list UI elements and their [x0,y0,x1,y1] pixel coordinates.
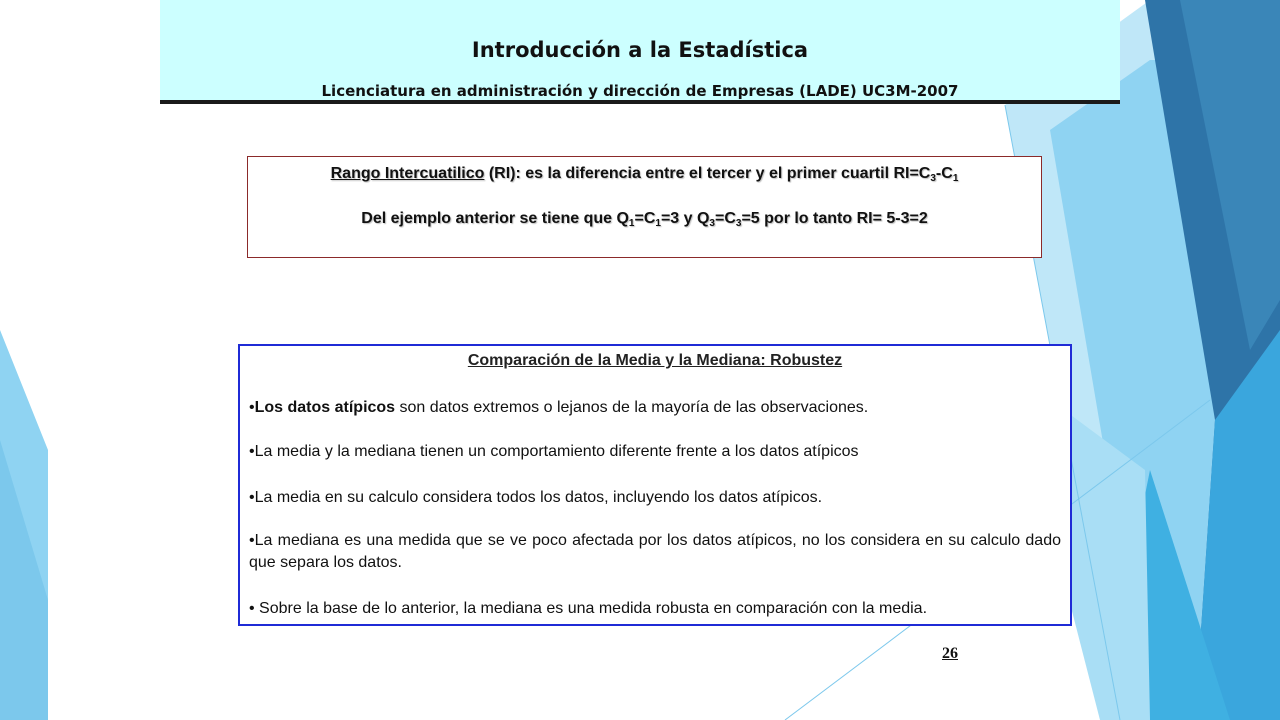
interquartile-range-box [247,156,1042,258]
ri-example: Del ejemplo anterior se tiene que $Q_1=C_1=3$ y $Q_3=C_3=5$ por lo tanto RI= 5-3=2 [361,210,928,229]
slide-subtitle: Licenciatura en administración y dirección de Empresas (LADE) UC3M-2007 [321,82,959,100]
robustness-title: Comparación de la Media y la Mediana: Robustez [467,352,843,369]
paragraph-median: •La mediana es una medida que se ve poco afectada por los datos atípicos, no los considera en su calculo dado que separa los datos. [249,532,1061,571]
paragraph-conclusion: • Sobre la base de lo anterior, la mediana es una medida robusta en comparación con la media. [249,600,928,617]
paragraph-mean: •La media en su calculo considera todos los datos, incluyendo los datos atípicos. [249,489,823,506]
robustness-box [238,344,1072,626]
slide-title: Introducción a la Estadística [471,38,809,62]
page-number: 26 [942,645,958,662]
ri-term: Rango Intercuatilico [330,165,485,182]
slide-header [160,0,1120,104]
ri-definition: Rango Intercuatilico (RI): es la diferencia entre el tercer y el primer cuartil $RI=C_3-C_1$ [330,165,959,184]
paragraph-behavior: •La media y la mediana tienen un comportamiento diferente frente a los datos atípicos [249,443,859,460]
paragraph-outliers: •Los datos atípicos son datos extremos o lejanos de la mayoría de las observaciones. [249,399,869,416]
